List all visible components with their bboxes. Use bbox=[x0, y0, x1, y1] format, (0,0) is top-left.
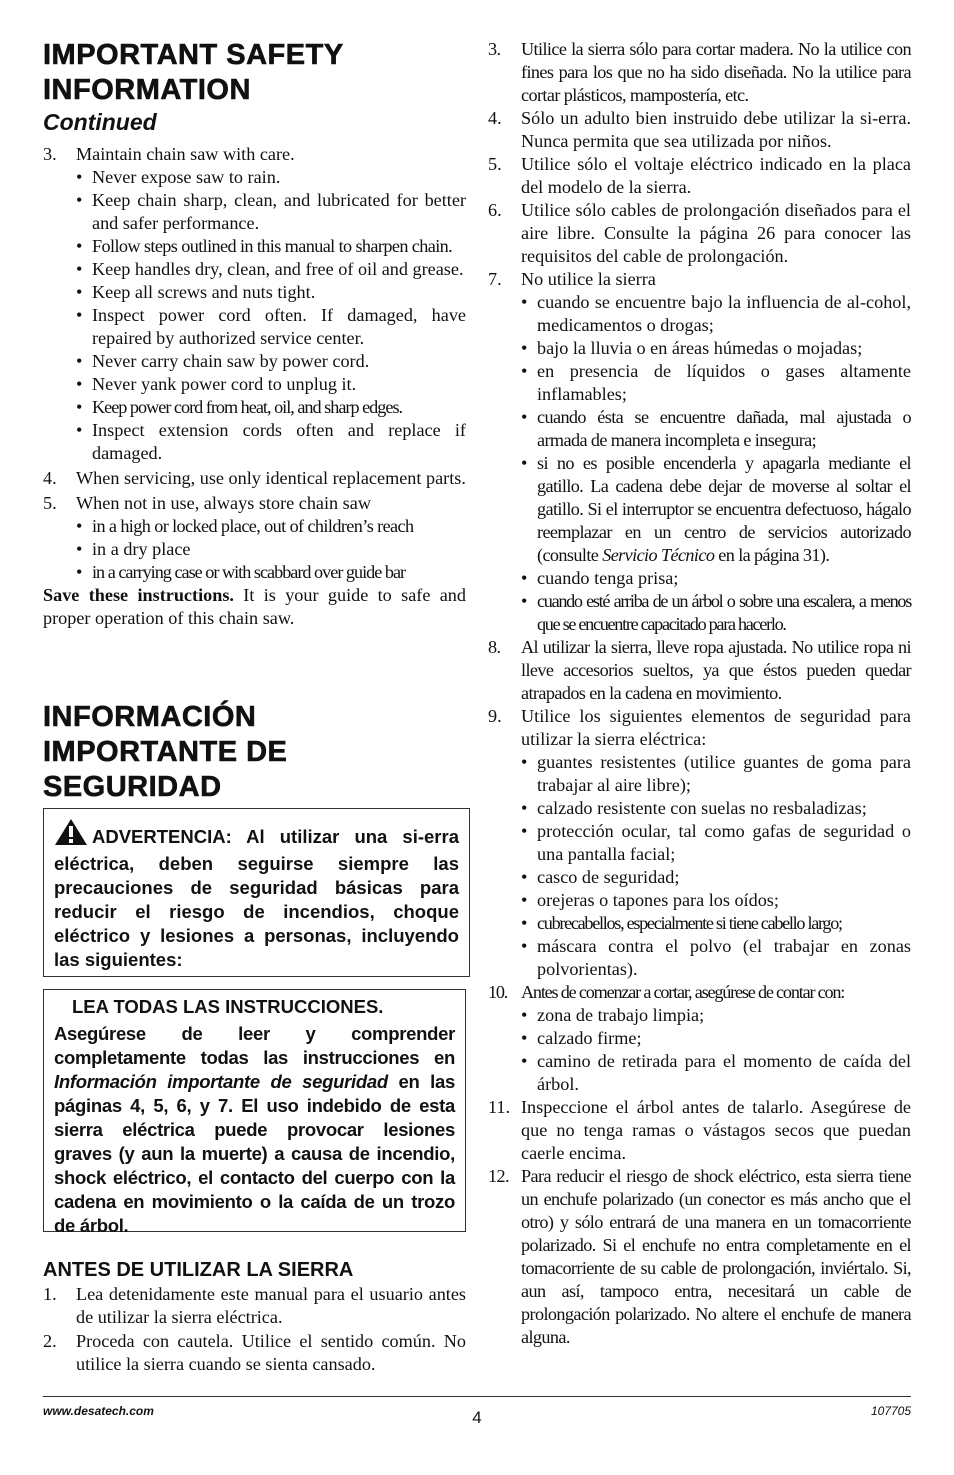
bullet-item: • en presencia de líquidos o gases altamente inflamables; bbox=[521, 360, 911, 406]
right-item-6 bbox=[488, 199, 911, 268]
item-number: 4. bbox=[43, 468, 57, 488]
item-text: No utilice la sierra bbox=[521, 269, 656, 289]
footer-rule bbox=[43, 1396, 911, 1397]
bullet-item: • Never carry chain saw by power cord. bbox=[76, 350, 466, 373]
before-item-2 bbox=[43, 1330, 466, 1376]
warning-text: Al utilizar una si-erra eléctrica, deben seguirse siempre las precauciones de seguridad básicas para reducir el riesgo de incendios, choque eléctrico y lesiones a personas, incluyendo las siguientes: bbox=[54, 826, 459, 970]
item-text: Inspeccione el árbol antes de talarlo. Asegúrese de que no tenga ramas o vástagos secos que puedan caerle encima. bbox=[521, 1097, 911, 1163]
bullet-item: • camino de retirada para el momento de caída del árbol. bbox=[521, 1050, 911, 1096]
bullet-item: • Keep power cord from heat, oil, and sharp edges. bbox=[76, 396, 466, 419]
bullet-item bbox=[521, 452, 911, 567]
warning-label: ADVERTENCIA: bbox=[92, 826, 232, 847]
right-item-3 bbox=[488, 38, 911, 107]
item-number: 1. bbox=[43, 1284, 57, 1304]
item-text: Antes de comenzar a cortar, asegúrese de contar con: bbox=[521, 982, 845, 1002]
item-text: Utilice los siguientes elementos de seguridad para utilizar la sierra eléctrica: bbox=[521, 706, 911, 749]
page-number: 4 bbox=[472, 1408, 482, 1427]
bullet-item: • Keep handles dry, clean, and free of oil and grease. bbox=[76, 258, 466, 281]
bullet-text-end: en la página 31). bbox=[714, 545, 830, 565]
safety-title-line1: IMPORTANT SAFETY bbox=[43, 39, 344, 71]
item-number: 3. bbox=[43, 144, 57, 164]
safety-title-line2: INFORMATION bbox=[43, 74, 251, 106]
bullet-item: • in a high or locked place, out of children’s reach bbox=[76, 515, 466, 538]
safety-item-4 bbox=[43, 467, 466, 490]
bullet-item: • zona de trabajo limpia; bbox=[521, 1004, 911, 1027]
bullet-item: • calzado resistente con suelas no resbaladizas; bbox=[521, 797, 911, 820]
bullet-item: • in a carrying case or with scabbard over guide bar bbox=[76, 561, 466, 584]
item-text: When not in use, always store chain saw bbox=[76, 493, 371, 513]
safety-item-5 bbox=[43, 492, 466, 515]
bullet-item: • cuando tenga prisa; bbox=[521, 567, 911, 590]
bullet-item: • cuando ésta se encuentre dañada, mal ajustada o armada de manera incompleta e insegura; bbox=[521, 406, 911, 452]
read-title: LEA TODAS LAS INSTRUCCIONES. bbox=[72, 996, 384, 1017]
item-number: 8. bbox=[488, 637, 501, 657]
bullet-item: • Never expose saw to rain. bbox=[76, 166, 466, 189]
right-item-4 bbox=[488, 107, 911, 153]
item-text: Utilice la sierra sólo para cortar madera. No la utilice con fines para los que no ha sido diseñada. No la utilice para cortar plásticos, mampostería, etc. bbox=[521, 39, 911, 105]
item-text: Proceda con cautela. Utilice el sentido común. No utilice la sierra cuando se sienta cansado. bbox=[76, 1331, 466, 1374]
item-number: 7. bbox=[488, 269, 502, 289]
item-text: Utilice sólo cables de prolongación diseñados para el aire libre. Consulte la página 26 para conocer las requisitos del cable de prolongación. bbox=[521, 200, 911, 266]
info-title-line3: SEGURIDAD bbox=[43, 771, 222, 803]
footer-website: www.desatech.com bbox=[43, 1404, 154, 1418]
bullet-item: • Never yank power cord to unplug it. bbox=[76, 373, 466, 396]
item-number: 10. bbox=[488, 982, 508, 1002]
before-title: ANTES DE UTILIZAR LA SIERRA bbox=[43, 1259, 354, 1281]
warning-triangle-icon bbox=[54, 818, 88, 852]
item-number: 5. bbox=[43, 493, 57, 513]
warning-box bbox=[43, 808, 470, 977]
item-text: Al utilizar la sierra, lleve ropa ajustada. No utilice ropa ni lleve accesorios sueltos, ya que éstos pueden quedar atrapados en la cadena en movimiento. bbox=[521, 637, 911, 703]
read-text-italic: Información importante de seguridad bbox=[54, 1071, 388, 1092]
right-item-11 bbox=[488, 1096, 911, 1165]
item-text: Utilice sólo el voltaje eléctrico indicado en la placa del modelo de la sierra. bbox=[521, 154, 911, 197]
bullet-item: • Keep all screws and nuts tight. bbox=[76, 281, 466, 304]
bullet-item: • cuando se encuentre bajo la influencia de al-cohol, medicamentos o drogas; bbox=[521, 291, 911, 337]
bullet-item: • cubrecabellos, especialmente si tiene cabello largo; bbox=[521, 912, 911, 935]
bullet-item: • Keep chain sharp, clean, and lubricated for better and safer performance. bbox=[76, 189, 466, 235]
right-item-7 bbox=[488, 268, 911, 291]
item-number: 6. bbox=[488, 200, 502, 220]
right-item-10 bbox=[488, 981, 911, 1004]
bullet-item: • orejeras o tapones para los oídos; bbox=[521, 889, 911, 912]
bullet-italic: Servicio Técnico bbox=[602, 545, 715, 565]
bullet-item: • Inspect extension cords often and replace if damaged. bbox=[76, 419, 466, 465]
item-number: 11. bbox=[488, 1097, 511, 1117]
bullet-item: • bajo la lluvia o en áreas húmedas o mojadas; bbox=[521, 337, 911, 360]
bullet-item: • cuando esté arriba de un árbol o sobre una escalera, a menos que se encuentre capacitado para hacerlo. bbox=[521, 590, 911, 636]
info-title-line2: IMPORTANTE DE bbox=[43, 736, 288, 768]
doc-number: 107705 bbox=[870, 1404, 911, 1418]
item-text: When servicing, use only identical replacement parts. bbox=[76, 468, 466, 488]
item-text: Lea detenidamente este manual para el usuario antes de utilizar la sierra eléctrica. bbox=[76, 1284, 466, 1327]
bullet-item: • in a dry place bbox=[76, 538, 466, 561]
info-title-line1: INFORMACIÓN bbox=[43, 701, 257, 733]
item-text: Sólo un adulto bien instruido debe utilizar la si-erra. Nunca permita que sea utilizada por niños. bbox=[521, 108, 911, 151]
bullet-item: • guantes resistentes (utilice guantes de goma para trabajar al aire libre); bbox=[521, 751, 911, 797]
read-text-part1: Asegúrese de leer y comprender completamente todas las instrucciones en bbox=[54, 1023, 455, 1068]
item-number: 12. bbox=[488, 1166, 509, 1186]
item-text: Para reducir el riesgo de shock eléctrico, esta sierra tiene un enchufe polarizado (un conector es más ancho que el otro) y sólo entrará de una manera en un tomacorriente polarizado. Si el enchufe no entra completamente en el tomacorriente de su cable de prolongación, inviértalo. Si, aun así, tampoco entra, necesitará un cable de prolongación polarizado. No altere el enchufe de manera alguna. bbox=[521, 1166, 911, 1347]
right-item-8 bbox=[488, 636, 911, 705]
bullet-item: • calzado firme; bbox=[521, 1027, 911, 1050]
item-number: 3. bbox=[488, 39, 501, 59]
before-item-1 bbox=[43, 1283, 466, 1329]
bullet-item: • casco de seguridad; bbox=[521, 866, 911, 889]
bullet-item: • Follow steps outlined in this manual to sharpen chain. bbox=[76, 235, 466, 258]
bullet-item: • protección ocular, tal como gafas de seguridad o una pantalla facial; bbox=[521, 820, 911, 866]
right-item-9 bbox=[488, 705, 911, 751]
save-instructions bbox=[43, 584, 466, 630]
item-number: 9. bbox=[488, 706, 502, 726]
safety-item-3 bbox=[43, 143, 466, 166]
read-text bbox=[54, 1022, 455, 1238]
save-rest: It is your guide to safe and proper operation of this chain saw. bbox=[43, 585, 466, 628]
item-number: 5. bbox=[488, 154, 502, 174]
bullet-item: • Inspect power cord often. If damaged, have repaired by authorized service center. bbox=[76, 304, 466, 350]
item-number: 4. bbox=[488, 108, 502, 128]
item-text: Maintain chain saw with care. bbox=[76, 144, 295, 164]
bullet-text: si no es posible encenderla y apagarla mediante el gatillo. La cadena debe dejar de moverse al soltar el gatillo. Si el interruptor se encuentra defectuoso, hágalo reemplazar en un centro de servicios autorizado (consulte bbox=[537, 453, 911, 565]
bullet-item: • máscara contra el polvo (el trabajar en zonas polvorientas). bbox=[521, 935, 911, 981]
item-number: 2. bbox=[43, 1331, 57, 1351]
read-box bbox=[43, 989, 466, 1236]
right-item-12 bbox=[488, 1165, 911, 1349]
read-text-part2: en las páginas 4, 5, 6, y 7. El uso indebido de esta sierra eléctrica puede provocar lesiones graves (y aun la muerte) a causa de incendio, shock eléctrico, el contacto del cuerpo con la cadena en movimiento o la caída de un trozo de árbol. bbox=[54, 1071, 455, 1236]
save-bold: Save these instructions. bbox=[43, 585, 234, 605]
right-item-5 bbox=[488, 153, 911, 199]
safety-subtitle: Continued bbox=[43, 109, 157, 135]
